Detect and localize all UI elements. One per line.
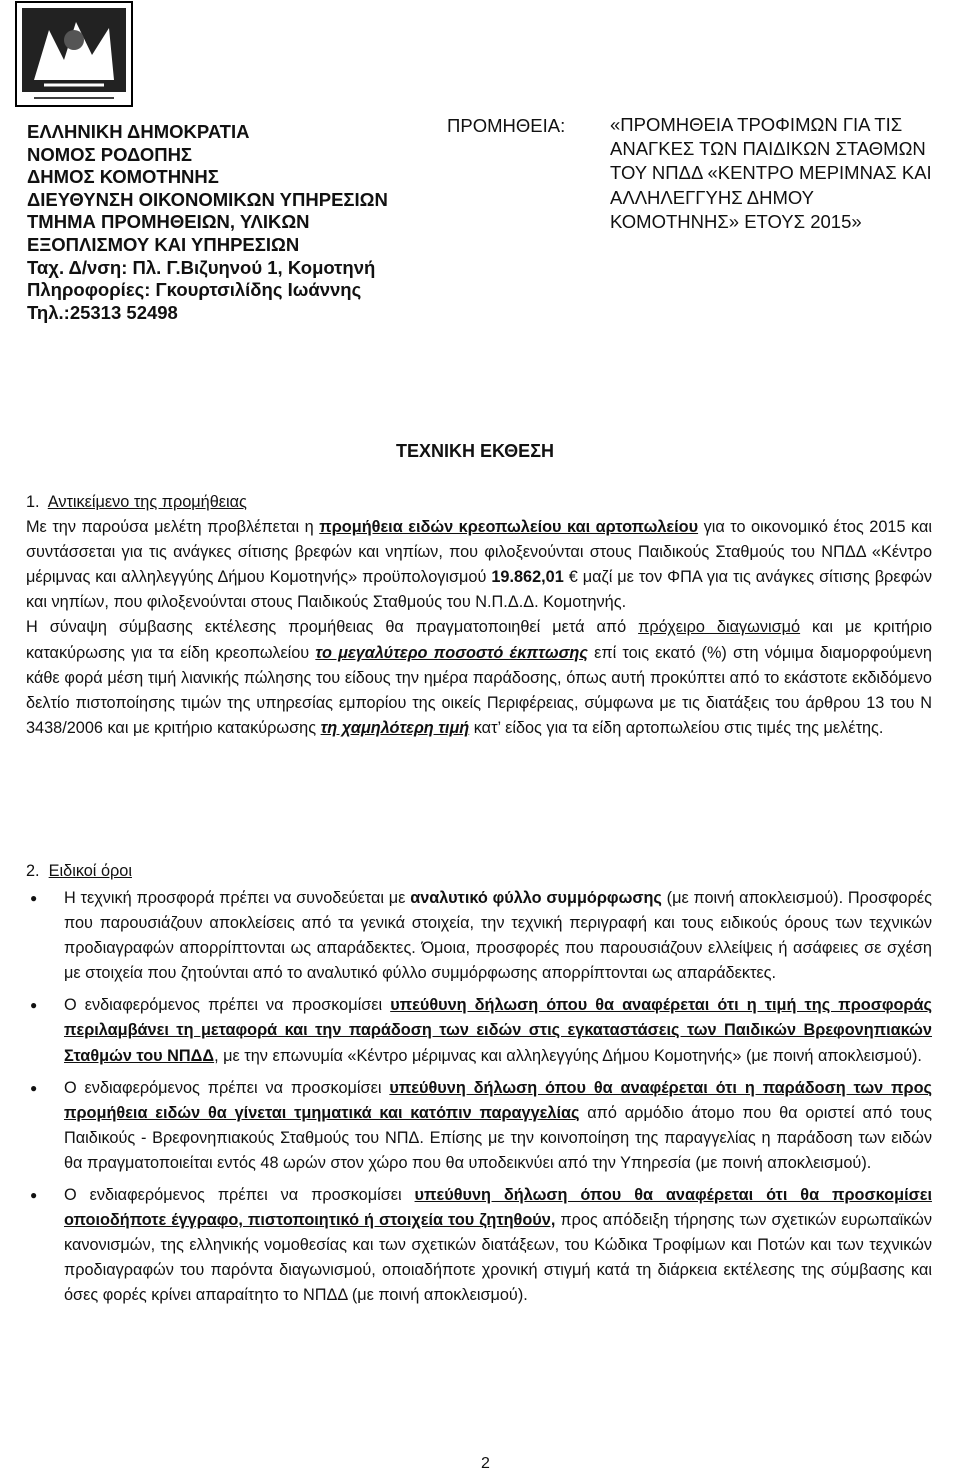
text-run: για το οικονομικό έτος 2015 και συντάσσεται για τις ανάγκες σίτισης βρεφών και νηπίων, που φιλοξενούνται στους Παιδικούς Σταθμούς του ΝΠΔΔ «Κέντρο μέριμνας και αλληλεγγύης Δήμου Κομοτηνής» προϋπολογισμού xyxy=(26,518,932,587)
page-number: 2 xyxy=(481,1455,490,1472)
section-1 xyxy=(26,490,932,741)
section-title: Αντικείμενο της προμήθειας xyxy=(47,493,247,511)
header-line: ΔΗΜΟΣ ΚΟΜΟΤΗΝΗΣ xyxy=(27,166,219,188)
text-run: από αρμόδιο άτομο που θα οριστεί από τους Παιδικούς - Βρεφονηπιακούς Σταθμούς του ΝΠΔ. Επίσης με την κοινοποίηση της παραγγελίας η παράδοση των ειδών θα πραγματοποιείται εντός 48 ωρών στον χώρο που θα υποδεικνύει από την Υπηρεσία (με ποινή αποκλεισμού). xyxy=(64,1103,932,1172)
text-run: προμήθεια ειδών κρεοπωλείου και αρτοπωλείου xyxy=(319,518,699,537)
header-line: ΕΞΟΠΛΙΣΜΟΥ ΚΑΙ ΥΠΗΡΕΣΙΩΝ xyxy=(27,233,300,255)
conditions-list xyxy=(26,886,932,1316)
text-run: προς απόδειξη τήρησης των σχετικών ευρωπαϊκών κανονισμών, της ελληνικής νομοθεσίας και των σχετικών διατάξεων, του Κώδικα Τροφίμων και Ποτών και των τεχνικών προδιαγραφών του παρόντα διαγωνισμού, οποιαδήποτε χρονική στιγμή κατά τη διάρκεια εκτέλεσης της σύμβασης και όσες φορές κρίνει απαραίτητο το ΝΠΔΔ (με ποινή αποκλεισμού). xyxy=(64,1211,932,1305)
text-run: πρόχειρο διαγωνισμό xyxy=(638,618,801,637)
text-run: αναλυτικό φύλλο συμμόρφωσης xyxy=(410,889,662,907)
text-run: το μεγαλύτερο ποσοστό έκπτωσης xyxy=(315,643,588,662)
text-run: Η τεχνική προσφορά πρέπει να συνοδεύεται με xyxy=(64,889,411,907)
header-line: Πληροφορίες: Γκουρτσιλίδης Ιωάννης xyxy=(27,279,362,301)
section-2-heading xyxy=(26,862,132,881)
procurement-label: ΠΡΟΜΗΘΕΙΑ: xyxy=(447,115,566,136)
section-number: 1. xyxy=(26,493,40,511)
text-run: Η σύναψη σύμβασης εκτέλεσης προμήθειας θα πραγματοποιηθεί μετά από xyxy=(26,618,639,637)
text-run: κατ’ είδος για τα είδη αρτοπωλείου στις τιμές της μελέτης. xyxy=(469,718,884,737)
issuer-header xyxy=(27,121,437,324)
amount: 19.862,01 xyxy=(491,568,564,587)
text-run: Ο ενδιαφερόμενος πρέπει να προσκομίσει xyxy=(64,1078,390,1097)
text-run: Ο ενδιαφερόμενος πρέπει να προσκομίσει xyxy=(64,996,391,1015)
header-line: Τηλ.:25313 52498 xyxy=(27,301,178,323)
paragraph xyxy=(26,515,932,615)
text-run: τη χαμηλότερη τιμή xyxy=(320,718,470,737)
section-number: 2. xyxy=(26,862,40,880)
text-run: υπεύθυνη δήλωση όπου θα αναφέρεται ότι θα προσκομίσει οποιοδήποτε έγγραφο, πιστοποιητικό ή στοιχεία του ζητηθούν, xyxy=(64,1186,932,1230)
section-1-heading xyxy=(26,490,932,515)
text-run: (με ποινή αποκλεισμού). Προσφορές που παρουσιάζουν αποκλείσεις από τα γενικά στοιχεία, την τεχνική περιγραφή και τους ειδικούς όρους των τεχνικών προδιαγραφών απορρίπτονται ως απαράδεκτες. Όμοια, προσφορές που παρουσιάζουν ελλείψεις ή ασάφειες σε σχέση με στοιχεία που ζητούνται από το αναλυτικό φύλλο συμμόρφωσης απορρίπτονται ως απαράδεκτες. xyxy=(64,889,932,983)
text-run: Με την παρούσα μελέτη προβλέπεται η xyxy=(26,518,320,537)
text-run: , με την επωνυμία «Κέντρο μέριμνας και αλληλεγγύης Δήμου Κομοτηνής» (με ποινή αποκλεισμού). xyxy=(214,1046,922,1065)
list-item xyxy=(26,1076,932,1176)
seal-logo xyxy=(14,0,134,108)
text-run: Ο ενδιαφερόμενος πρέπει να προσκομίσει xyxy=(64,1186,415,1205)
text-run: επί τοις εκατό (%) στη νόμιμα διαμορφούμενη κάθε φορά μέση τιμή λιανικής πώλησης του είδους την ημέρα παράδοσης, όπως αυτή προκύπτει από το εκάστοτε εκδιδόμενο δελτίο πιστοποίησης τιμών της υπηρεσίας εμπορίου της οικείς Περιφέρειας, σύμφωνα με τις διατάξεις του άρθρου 13 του Ν 3438/2006 και με κριτήριο κατακύρωσης xyxy=(26,643,932,737)
text-run: υπεύθυνη δήλωση όπου θα αναφέρεται ότι η παράδοση των προς προμήθεια ειδών θα γίνεται τμηματικά και κατόπιν παραγγελίας xyxy=(64,1078,932,1122)
list-item xyxy=(26,1183,932,1308)
list-item xyxy=(26,886,932,986)
header-line: Ταχ. Δ/νση: Πλ. Γ.Βιζυηνού 1, Κομοτηνή xyxy=(27,256,376,278)
list-item xyxy=(26,993,932,1068)
header-line: ΝΟΜΟΣ ΡΟΔΟΠΗΣ xyxy=(27,143,193,165)
report-title: ΤΕΧΝΙΚΗ ΕΚΘΕΣΗ xyxy=(396,441,554,461)
section-title: Ειδικοί όροι xyxy=(48,862,132,880)
procurement-title: «ΠΡΟΜΗΘΕΙΑ ΤΡΟΦΙΜΩΝ ΓΙΑ ΤΙΣ ΑΝΑΓΚΕΣ ΤΩΝ ΠΑΙΔΙΚΩΝ ΣΤΑΘΜΩΝ ΤΟΥ ΝΠΔΔ «ΚΕΝΤΡΟ ΜΕΡΙΜΝΑΣ ΚΑΙ ΑΛΛΗΛΕΓΓΥΗΣ ΔΗΜΟΥ ΚΟΜΟΤΗΝΗΣ» ΕΤΟΥΣ 2015» xyxy=(610,114,932,232)
header-line: ΔΙΕΥΘΥΝΣΗ ΟΙΚΟΝΟΜΙΚΩΝ ΥΠΗΡΕΣΙΩΝ xyxy=(27,188,388,210)
text-run: υπεύθυνη δήλωση όπου θα αναφέρεται ότι η τιμή της προσφοράς περιλαμβάνει τη μεταφορά και την παράδοση των ειδών στις εγκαταστάσεις των Παιδικών Βρεφονηπιακών Σταθμών του ΝΠΔΔ xyxy=(64,996,932,1065)
paragraph xyxy=(26,615,932,740)
header-line: ΕΛΛΗΝΙΚΗ ΔΗΜΟΚΡΑΤΙΑ xyxy=(27,121,250,142)
header-line: ΤΜΗΜΑ ΠΡΟΜΗΘΕΙΩΝ, ΥΛΙΚΩΝ xyxy=(27,211,310,233)
text-run: € μαζί με τον ΦΠΑ για τις ανάγκες σίτισης βρεφών και νηπίων, που φιλοξενούνται στους Παιδικούς Σταθμούς του Ν.Π.Δ.Δ. Κομοτηνής. xyxy=(26,568,932,612)
text-run: και με κριτήριο κατακύρωσης για τα είδη κρεοπωλείου xyxy=(26,618,933,662)
